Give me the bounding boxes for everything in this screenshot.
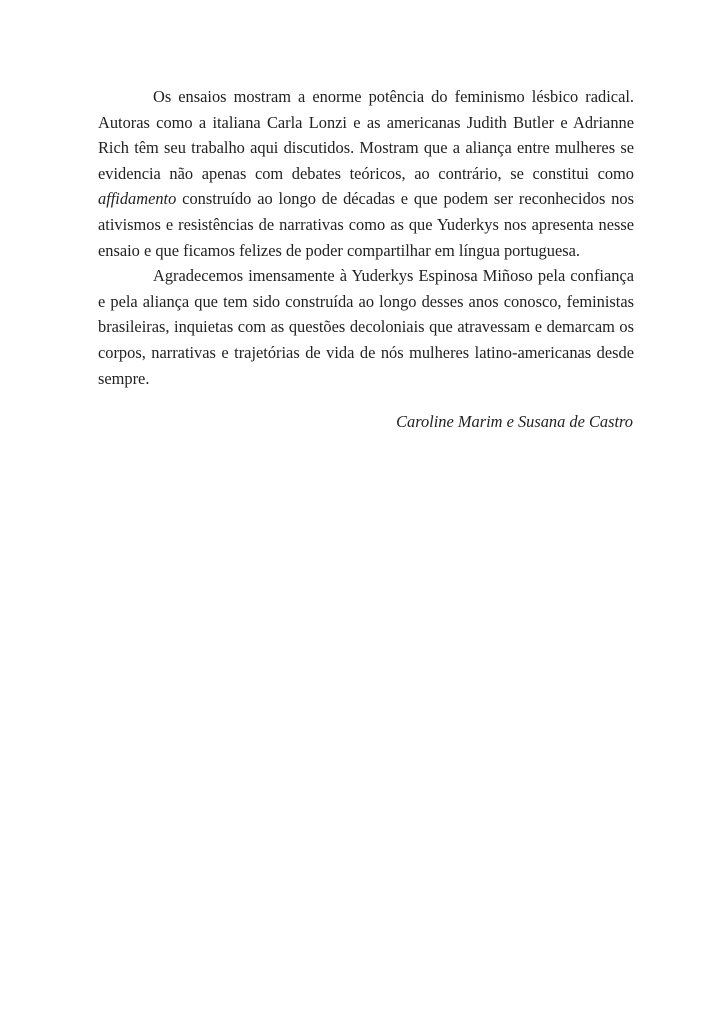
paragraph-1-line-1: Os ensaios mostram a enorme potência do feminismo lésbico radical.: [153, 87, 634, 106]
body-text: [98, 84, 634, 391]
signature: Caroline Marim e Susana de Castro: [396, 412, 633, 431]
paragraph-2: Agradecemos imensamente à Yuderkys Espinosa Miñoso pela confiança e pela aliança que tem sido construída ao longo desses anos conosco, feministas brasileiras, inquietas com as questões decoloniais que atravessam e demarcam os corpos, narrativas e trajetórias de vida de nós mulheres latino-americanas desde sempre.: [98, 266, 634, 388]
paragraph-1-text-a: Autoras como a italiana Carla Lonzi e as americanas Judith Butler e Adrianne Rich têm seu trabalho aqui discutidos. Mostram que a aliança entre mulheres se evidencia não apenas com debates teóricos, ao contrário, se constitui como: [98, 112, 634, 183]
italic-term: affidamento: [98, 189, 177, 209]
paragraph-1-text-b: construído ao longo de décadas e que podem ser reconhecidos nos ativismos e resistências de narrativas como as que Yuderkys nos apresenta nesse ensaio e que ficamos felizes de poder compartilhar em língua portuguesa.: [98, 189, 634, 260]
paragraph-1: [98, 84, 634, 263]
